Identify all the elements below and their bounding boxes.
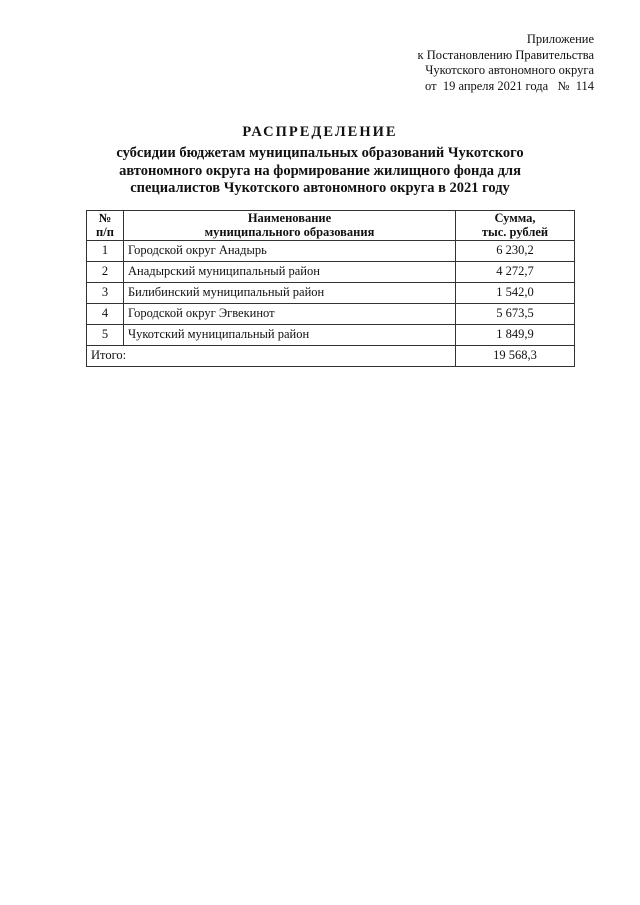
total-sum: 19 568,3 xyxy=(456,346,575,367)
title-block xyxy=(0,124,640,198)
row-sum: 4 272,7 xyxy=(456,262,575,283)
table-total-row xyxy=(87,346,575,367)
subtitle-line-1: субсидии бюджетам муниципальных образований Чукотского xyxy=(116,145,524,161)
row-name: Анадырский муниципальный район xyxy=(124,262,456,283)
appendix-line-1: Приложение xyxy=(526,32,594,46)
row-number: 4 xyxy=(87,304,124,325)
row-number: 1 xyxy=(87,241,124,262)
appendix-line-3: Чукотского автономного округа xyxy=(425,63,594,77)
document-subtitle xyxy=(0,145,640,198)
table-row xyxy=(87,304,575,325)
document-title: РАСПРЕДЕЛЕНИЕ xyxy=(242,124,398,140)
table-row xyxy=(87,283,575,304)
total-label: Итого: xyxy=(87,346,456,367)
subtitle-line-2: автономного округа на формирование жилищного фонда для xyxy=(119,162,521,179)
header-sum xyxy=(456,211,575,241)
row-number: 3 xyxy=(87,283,124,304)
row-name: Билибинский муниципальный район xyxy=(124,283,456,304)
subsidy-table xyxy=(86,210,575,367)
table-row xyxy=(87,262,575,283)
header-name-line-1: Наименование xyxy=(247,211,332,225)
subtitle-line-3: специалистов Чукотского автономного округа в 2021 году xyxy=(130,180,510,196)
header-name xyxy=(124,211,456,241)
table-row xyxy=(87,241,575,262)
table-row xyxy=(87,325,575,346)
appendix-line-4: от 19 апреля 2021 года № 114 xyxy=(425,78,594,93)
row-sum: 1 849,9 xyxy=(456,325,575,346)
table-header-row xyxy=(87,211,575,241)
appendix-block xyxy=(418,32,594,94)
row-name: Чукотский муниципальный район xyxy=(124,325,456,346)
header-number-line-2: п/п xyxy=(96,224,114,239)
row-sum: 6 230,2 xyxy=(456,241,575,262)
header-number-line-1: № xyxy=(98,211,112,225)
appendix-line-2: к Постановлению Правительства xyxy=(417,47,594,62)
header-number xyxy=(87,211,124,241)
header-sum-line-2: тыс. рублей xyxy=(481,224,549,239)
row-number: 5 xyxy=(87,325,124,346)
header-sum-line-1: Сумма, xyxy=(494,211,536,225)
row-sum: 5 673,5 xyxy=(456,304,575,325)
row-name: Городской округ Анадырь xyxy=(124,241,456,262)
row-sum: 1 542,0 xyxy=(456,283,575,304)
row-number: 2 xyxy=(87,262,124,283)
row-name: Городской округ Эгвекинот xyxy=(124,304,456,325)
header-name-line-2: муниципального образования xyxy=(204,224,375,239)
